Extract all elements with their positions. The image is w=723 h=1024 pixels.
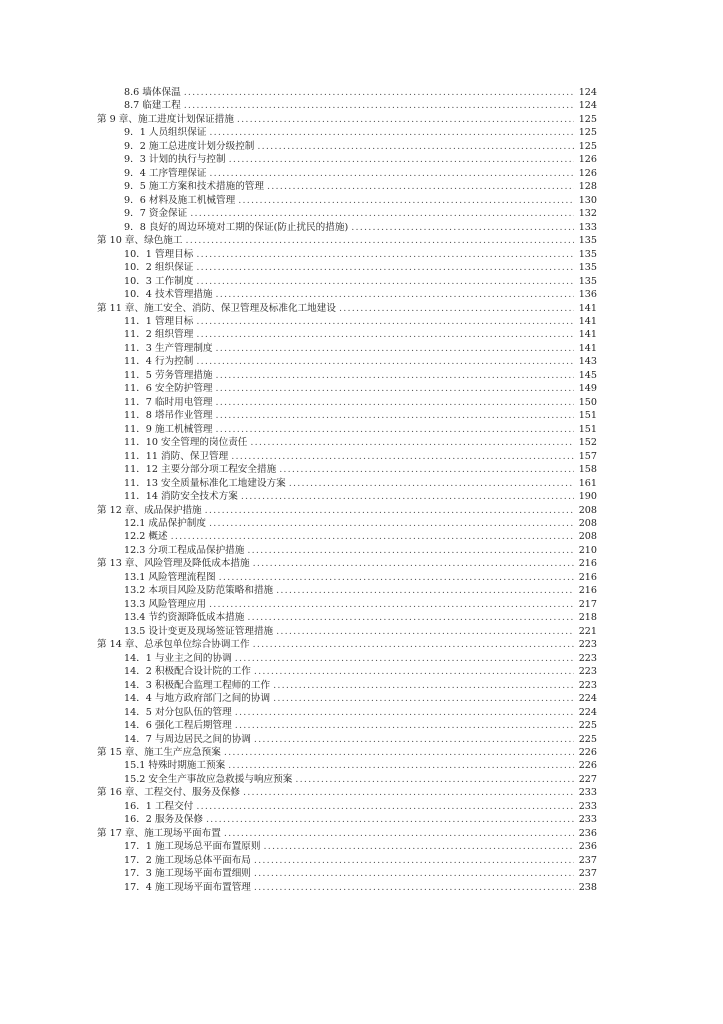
toc-entry-label: 17．2 施工现场总体平面布局	[124, 854, 251, 866]
toc-page-number: 135	[578, 262, 597, 274]
dot-leader	[267, 180, 574, 193]
dot-leader	[184, 99, 574, 112]
dot-leader	[219, 571, 574, 584]
toc-page-number: 233	[578, 787, 597, 799]
toc-section-entry[interactable]	[97, 477, 597, 490]
toc-section-entry[interactable]	[97, 99, 597, 112]
dot-leader	[209, 517, 574, 530]
toc-entry-label: 13.4 节约资源降低成本措施	[124, 612, 245, 624]
toc-page-number: 141	[578, 315, 597, 327]
toc-entry-label: 13.3 风险管理应用	[124, 598, 206, 610]
dot-leader	[253, 638, 574, 651]
toc-section-entry[interactable]	[97, 625, 597, 638]
dot-leader	[295, 773, 574, 786]
dot-leader	[209, 167, 574, 180]
dot-leader	[276, 625, 574, 638]
toc-entry-label: 14．1 与业主之间的协调	[124, 652, 232, 664]
toc-page-number: 224	[578, 693, 597, 705]
toc-section-entry[interactable]	[97, 490, 597, 503]
toc-section-entry[interactable]	[97, 679, 597, 692]
toc-page-number: 143	[578, 356, 597, 368]
toc-entry-label: 11．4 行为控制	[124, 356, 194, 368]
dot-leader	[339, 302, 574, 315]
toc-entry-label: 11．5 劳务管理措施	[124, 369, 213, 381]
dot-leader	[196, 275, 574, 288]
toc-section-entry[interactable]	[97, 800, 597, 813]
dot-leader	[216, 382, 574, 395]
toc-page-number: 227	[578, 773, 597, 785]
toc-entry-label: 11．6 安全防护管理	[124, 383, 213, 395]
toc-section-entry[interactable]	[97, 315, 597, 328]
toc-page-number: 216	[578, 558, 597, 570]
toc-entry-label: 9．3 计划的执行与控制	[124, 154, 226, 166]
dot-leader	[196, 800, 574, 813]
dot-leader	[253, 557, 574, 570]
dot-leader	[196, 248, 574, 261]
toc-entry-label: 17．1 施工现场总平面布置原则	[124, 841, 261, 853]
toc-chapter-entry[interactable]	[97, 113, 597, 126]
dot-leader	[247, 611, 574, 624]
toc-section-entry[interactable]	[97, 86, 597, 99]
toc-section-entry[interactable]	[97, 180, 597, 193]
toc-page-number: 141	[578, 342, 597, 354]
toc-page-number: 216	[578, 571, 597, 583]
toc-section-entry[interactable]	[97, 288, 597, 301]
toc-entry-label: 第 17 章、施工现场平面布置	[97, 827, 221, 839]
toc-entry-label: 10．2 组织保证	[124, 262, 194, 274]
toc-page-number: 233	[578, 814, 597, 826]
dot-leader	[351, 221, 574, 234]
dot-leader	[216, 288, 574, 301]
toc-page-number: 216	[578, 585, 597, 597]
dot-leader	[171, 530, 574, 543]
toc-chapter-entry[interactable]	[97, 557, 597, 570]
dot-leader	[247, 544, 574, 557]
dot-leader	[224, 827, 574, 840]
toc-page-number: 126	[578, 154, 597, 166]
dot-leader	[196, 355, 574, 368]
toc-section-entry[interactable]	[97, 840, 597, 853]
toc-section-entry[interactable]	[97, 167, 597, 180]
dot-leader	[238, 194, 574, 207]
toc-page-number: 124	[578, 87, 597, 98]
toc-page-number: 157	[578, 450, 597, 462]
toc-entry-label: 12.1 成品保护制度	[124, 518, 206, 529]
toc-page-number: 136	[578, 289, 597, 301]
toc-page-number: 149	[578, 383, 597, 395]
dot-leader	[229, 153, 574, 166]
toc-page-number: 161	[578, 477, 597, 489]
toc-section-entry[interactable]	[97, 733, 597, 746]
toc-page-number: 141	[578, 302, 597, 314]
toc-chapter-entry[interactable]	[97, 827, 597, 840]
toc-entry-label: 15.1 特殊时期施工预案	[124, 760, 226, 772]
toc-page-number: 233	[578, 800, 597, 812]
toc-page-number: 221	[578, 625, 597, 637]
toc-section-entry[interactable]	[97, 652, 597, 665]
dot-leader	[273, 692, 574, 705]
toc-page-number: 218	[578, 612, 597, 624]
toc-entry-label: 11．2 组织管理	[124, 329, 194, 341]
table-of-contents	[97, 86, 597, 894]
toc-entry-label: 15.2 安全生产事故应急救援与响应预案	[124, 773, 293, 785]
toc-page-number: 135	[578, 275, 597, 287]
toc-entry-label: 17．4 施工现场平面布置管理	[124, 881, 251, 893]
toc-page-number: 133	[578, 221, 597, 233]
toc-section-entry[interactable]	[97, 248, 597, 261]
toc-section-entry[interactable]	[97, 611, 597, 624]
toc-section-entry[interactable]	[97, 126, 597, 139]
dot-leader	[209, 126, 574, 139]
toc-section-entry[interactable]	[97, 759, 597, 772]
toc-entry-label: 9．5 施工方案和技术措施的管理	[124, 181, 264, 193]
toc-page-number: 223	[578, 639, 597, 651]
toc-section-entry[interactable]	[97, 544, 597, 557]
toc-section-entry[interactable]	[97, 369, 597, 382]
toc-entry-label: 14．5 对分包队伍的管理	[124, 706, 232, 718]
toc-page-number: 124	[578, 100, 597, 112]
toc-chapter-entry[interactable]	[97, 234, 597, 247]
dot-leader	[241, 490, 574, 503]
toc-page-number: 190	[578, 491, 597, 503]
toc-page-number: 158	[578, 464, 597, 476]
toc-page-number: 237	[578, 854, 597, 866]
toc-page-number: 145	[578, 369, 597, 381]
toc-section-entry[interactable]	[97, 854, 597, 867]
toc-page-number: 225	[578, 733, 597, 745]
toc-entry-label: 11．1 管理目标	[124, 315, 194, 327]
toc-section-entry[interactable]	[97, 571, 597, 584]
toc-entry-label: 14．6 强化工程后期管理	[124, 720, 232, 732]
toc-entry-label: 14．2 积极配合设计院的工作	[124, 666, 251, 678]
toc-entry-label: 14．4 与地方政府部门之间的协调	[124, 693, 271, 705]
toc-page-number: 151	[578, 410, 597, 422]
toc-section-entry[interactable]	[97, 881, 597, 894]
dot-leader	[254, 881, 574, 894]
toc-page-number: 128	[578, 181, 597, 193]
toc-entry-label: 11．14 消防安全技术方案	[124, 491, 238, 503]
toc-entry-label: 9．1 人员组织保证	[124, 127, 207, 139]
toc-section-entry[interactable]	[97, 867, 597, 880]
toc-page-number: 125	[578, 140, 597, 152]
toc-chapter-entry[interactable]	[97, 746, 597, 759]
toc-entry-label: 9．4 工序管理保证	[124, 167, 207, 179]
toc-page-number: 226	[578, 746, 597, 758]
dot-leader	[196, 315, 574, 328]
toc-section-entry[interactable]	[97, 813, 597, 826]
toc-entry-label: 14．7 与周边居民之间的协调	[124, 733, 251, 745]
toc-page-number: 223	[578, 666, 597, 678]
toc-section-entry[interactable]	[97, 153, 597, 166]
toc-page-number: 225	[578, 720, 597, 732]
dot-leader	[250, 436, 574, 449]
toc-page-number: 236	[578, 841, 597, 853]
toc-page-number: 236	[578, 827, 597, 839]
dot-leader	[257, 140, 574, 153]
toc-section-entry[interactable]	[97, 221, 597, 234]
toc-page-number: 208	[578, 518, 597, 529]
toc-chapter-entry[interactable]	[97, 638, 597, 651]
toc-section-entry[interactable]	[97, 692, 597, 705]
toc-entry-label: 9．7 资金保证	[124, 208, 188, 220]
toc-entry-label: 13.1 风险管理流程图	[124, 571, 216, 583]
toc-section-entry[interactable]	[97, 706, 597, 719]
toc-entry-label: 第 10 章、绿色施工	[97, 235, 183, 247]
toc-page-number: 125	[578, 113, 597, 125]
toc-entry-label: 14．3 积极配合监理工程师的工作	[124, 679, 271, 691]
dot-leader	[237, 113, 574, 126]
toc-entry-label: 10．1 管理目标	[124, 248, 194, 260]
dot-leader	[254, 733, 574, 746]
toc-page-number: 132	[578, 208, 597, 220]
toc-section-entry[interactable]	[97, 719, 597, 732]
dot-leader	[273, 679, 574, 692]
dot-leader	[216, 423, 574, 436]
toc-entry-label: 11．13 安全质量标准化工地建设方案	[124, 477, 286, 489]
toc-page-number: 126	[578, 167, 597, 179]
toc-page-number: 226	[578, 760, 597, 772]
dot-leader	[254, 867, 574, 880]
dot-leader	[216, 396, 574, 409]
dot-leader	[190, 207, 574, 220]
dot-leader	[216, 409, 574, 422]
toc-entry-label: 第 15 章、施工生产应急预案	[97, 746, 221, 758]
dot-leader	[206, 813, 574, 826]
dot-leader	[235, 706, 574, 719]
toc-page-number: 125	[578, 127, 597, 139]
toc-entry-label: 10．4 技术管理措施	[124, 289, 213, 301]
toc-section-entry[interactable]	[97, 436, 597, 449]
toc-entry-label: 11．12 主要分部分项工程安全措施	[124, 464, 277, 476]
toc-chapter-entry[interactable]	[97, 302, 597, 315]
toc-page-number: 135	[578, 235, 597, 247]
dot-leader	[279, 463, 574, 476]
toc-entry-label: 第 11 章、施工安全、消防、保卫管理及标准化工地建设	[97, 302, 336, 314]
dot-leader	[289, 477, 574, 490]
dot-leader	[209, 598, 574, 611]
dot-leader	[216, 369, 574, 382]
toc-entry-label: 9．6 材料及施工机械管理	[124, 194, 236, 206]
toc-section-entry[interactable]	[97, 409, 597, 422]
toc-section-entry[interactable]	[97, 665, 597, 678]
toc-entry-label: 9．8 良好的周边环境对工期的保证(防止扰民的措施)	[124, 221, 349, 233]
toc-page-number: 152	[578, 437, 597, 449]
dot-leader	[228, 759, 574, 772]
toc-section-entry[interactable]	[97, 517, 597, 530]
toc-entry-label: 16．2 服务及保修	[124, 814, 203, 826]
dot-leader	[205, 504, 574, 517]
toc-entry-label: 第 13 章、风险管理及降低成本措施	[97, 558, 250, 570]
toc-section-entry[interactable]	[97, 207, 597, 220]
dot-leader	[254, 854, 574, 867]
toc-section-entry[interactable]	[97, 463, 597, 476]
toc-entry-label: 第 9 章、施工进度计划保证措施	[97, 113, 234, 125]
toc-page-number: 224	[578, 706, 597, 718]
toc-page-number: 238	[578, 881, 597, 893]
toc-entry-label: 17．3 施工现场平面布置细则	[124, 868, 251, 880]
toc-chapter-entry[interactable]	[97, 786, 597, 799]
toc-page-number: 130	[578, 194, 597, 206]
toc-chapter-entry[interactable]	[97, 504, 597, 517]
toc-entry-label: 第 16 章、工程交付、服务及保修	[97, 787, 241, 799]
toc-section-entry[interactable]	[97, 450, 597, 463]
toc-section-entry[interactable]	[97, 382, 597, 395]
toc-section-entry[interactable]	[97, 396, 597, 409]
toc-section-entry[interactable]	[97, 355, 597, 368]
toc-entry-label: 9．2 施工总进度计划分级控制	[124, 140, 255, 152]
dot-leader	[276, 584, 574, 597]
toc-page-number: 208	[578, 531, 597, 543]
dot-leader	[216, 342, 574, 355]
dot-leader	[254, 665, 574, 678]
toc-page-number: 150	[578, 396, 597, 408]
toc-entry-label: 10．3 工作制度	[124, 275, 194, 287]
dot-leader	[184, 86, 574, 99]
toc-section-entry[interactable]	[97, 261, 597, 274]
toc-entry-label: 13.5 设计变更及现场签证管理措施	[124, 625, 274, 637]
toc-page-number: 135	[578, 248, 597, 260]
dot-leader	[264, 840, 575, 853]
toc-entry-label: 11．9 施工机械管理	[124, 423, 213, 435]
toc-section-entry[interactable]	[97, 328, 597, 341]
toc-entry-label: 11．8 塔吊作业管理	[124, 410, 213, 422]
toc-page-number: 223	[578, 652, 597, 664]
toc-entry-label: 16．1 工程交付	[124, 800, 194, 812]
toc-page-number: 208	[578, 504, 597, 516]
toc-page-number: 210	[578, 544, 597, 556]
toc-entry-label: 13.2 本项目风险及防范策略和措施	[124, 585, 274, 597]
toc-section-entry[interactable]	[97, 275, 597, 288]
toc-section-entry[interactable]	[97, 342, 597, 355]
toc-entry-label: 11．10 安全管理的岗位责任	[124, 437, 248, 449]
toc-entry-label: 11．3 生产管理制度	[124, 342, 213, 354]
dot-leader	[224, 746, 574, 759]
dot-leader	[243, 786, 574, 799]
toc-section-entry[interactable]	[97, 773, 597, 786]
toc-section-entry[interactable]	[97, 194, 597, 207]
toc-section-entry[interactable]	[97, 598, 597, 611]
dot-leader	[185, 234, 574, 247]
toc-entry-label: 12.2 概述	[124, 531, 168, 543]
dot-leader	[235, 719, 574, 732]
dot-leader	[231, 450, 574, 463]
toc-entry-label: 11．7 临时用电管理	[124, 396, 213, 408]
dot-leader	[196, 261, 574, 274]
toc-page-number: 151	[578, 423, 597, 435]
toc-entry-label: 第 14 章、总承包单位综合协调工作	[97, 639, 250, 651]
toc-page-number: 223	[578, 679, 597, 691]
toc-section-entry[interactable]	[97, 423, 597, 436]
toc-page-number: 141	[578, 329, 597, 341]
toc-page-number: 217	[578, 598, 597, 610]
toc-entry-label: 第 12 章、成品保护措施	[97, 504, 202, 516]
toc-section-entry[interactable]	[97, 140, 597, 153]
toc-entry-label: 8.7 临建工程	[124, 100, 181, 112]
toc-entry-label: 8.6 墙体保温	[124, 87, 181, 98]
toc-entry-label: 11．11 消防、保卫管理	[124, 450, 229, 462]
toc-section-entry[interactable]	[97, 584, 597, 597]
dot-leader	[235, 652, 574, 665]
toc-page-number: 237	[578, 868, 597, 880]
toc-entry-label: 12.3 分项工程成品保护措施	[124, 544, 245, 556]
dot-leader	[196, 328, 574, 341]
toc-section-entry[interactable]	[97, 530, 597, 543]
